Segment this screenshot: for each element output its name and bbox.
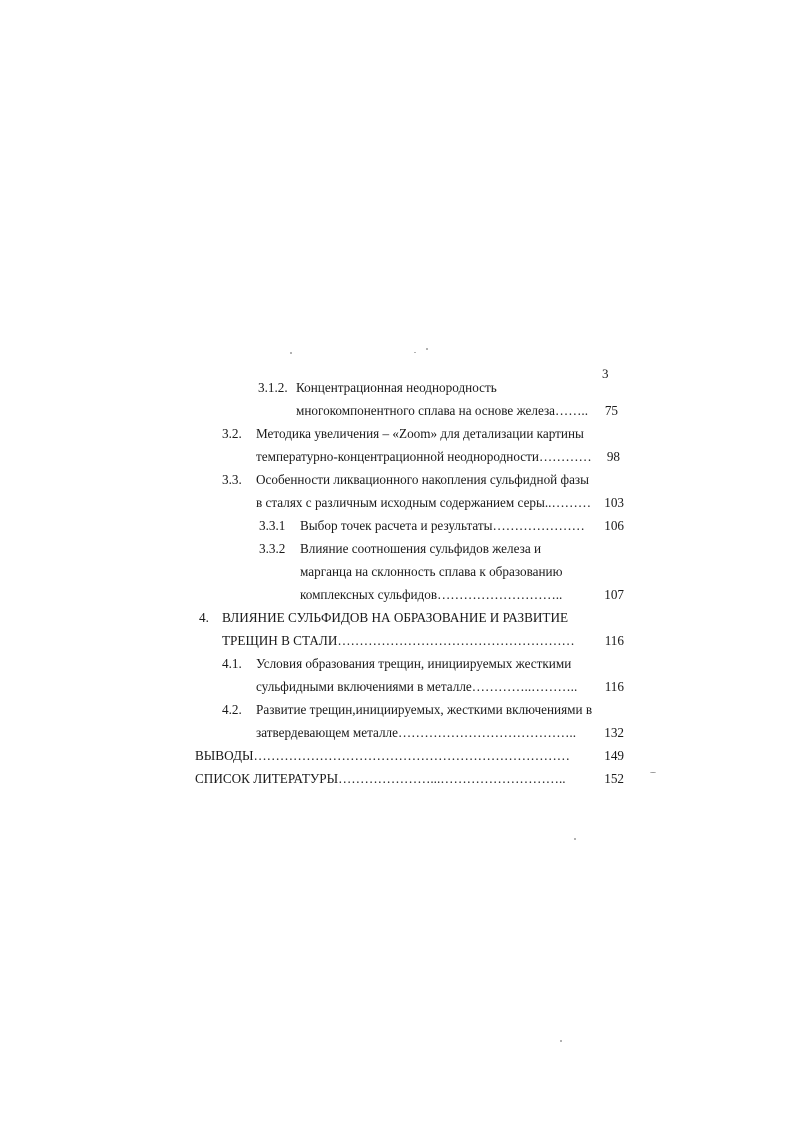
toc-entry-line: Условия образования трещин, инициируемых жесткими	[256, 656, 572, 671]
scan-speck	[426, 348, 428, 350]
toc-entry-number: 3.3.	[222, 472, 242, 487]
scan-speck	[290, 352, 292, 354]
toc-entry-line: ВЛИЯНИЕ СУЛЬФИДОВ НА ОБРАЗОВАНИЕ И РАЗВИТИЕ	[222, 610, 569, 625]
toc-entry-number: 3.3.1	[259, 518, 286, 533]
toc-entry-line: СПИСОК ЛИТЕРАТУРЫ…………………...………………………..	[195, 771, 566, 786]
toc-entry-page: 116	[604, 679, 624, 694]
toc-entry-page: 132	[604, 725, 624, 740]
toc-entry-line: Влияние соотношения сульфидов железа и	[300, 541, 542, 556]
toc-entry-number: 4.2.	[222, 702, 242, 717]
toc-entry-line: затвердевающем металле…………………………………..	[256, 725, 577, 740]
toc-entry-number: 3.3.2	[259, 541, 286, 556]
toc-entry-page: 116	[604, 633, 624, 648]
toc-entry-page: 106	[604, 518, 624, 533]
toc-entry-page: 107	[604, 587, 624, 602]
scan-speck	[560, 1040, 562, 1042]
toc-entry-line: температурно-концентрационной неоднородности…………	[256, 449, 592, 464]
toc-entry-page: 149	[604, 748, 624, 763]
toc-entry-page: 152	[604, 771, 624, 786]
toc-entry-line: Методика увеличения – «Zoom» для детализации картины	[256, 426, 584, 441]
toc-entry-line: Выбор точек расчета и результаты…………………	[300, 518, 585, 533]
page-number: 3	[602, 366, 609, 381]
toc-entry-line: Концентрационная неоднородность	[296, 380, 497, 395]
toc-entry-line: ТРЕЩИН В СТАЛИ………………………………………………	[222, 633, 575, 648]
toc-entry-line: многокомпонентного сплава на основе железа……..	[296, 403, 588, 418]
toc-entry-number: 3.2.	[222, 426, 242, 441]
toc-entry-number: 4.	[199, 610, 209, 625]
scan-speck	[650, 772, 656, 773]
toc-entry-page: 103	[604, 495, 624, 510]
toc-entry-line: Развитие трещин,инициируемых, жесткими включениями в	[256, 702, 593, 717]
toc-entry-line: Особенности ликвационного накопления сульфидной фазы	[256, 472, 589, 487]
toc-entry-line: сульфидными включениями в металле…………..………..	[256, 679, 578, 694]
toc-entry-page: 98	[606, 449, 620, 464]
scan-speck	[414, 352, 416, 353]
scan-speck	[574, 838, 576, 840]
toc-entry-line: комплексных сульфидов………………………..	[300, 587, 563, 602]
toc-entry-number: 4.1.	[222, 656, 242, 671]
toc-entry-line: в сталях с различным исходным содержанием серы..………	[256, 495, 592, 510]
toc-entry-line: ВЫВОДЫ………………………………………………………………	[195, 748, 570, 763]
toc-entry-number: 3.1.2.	[258, 380, 288, 395]
toc-entry-line: марганца на склонность сплава к образованию	[300, 564, 563, 579]
toc-entry-page: 75	[604, 403, 618, 418]
